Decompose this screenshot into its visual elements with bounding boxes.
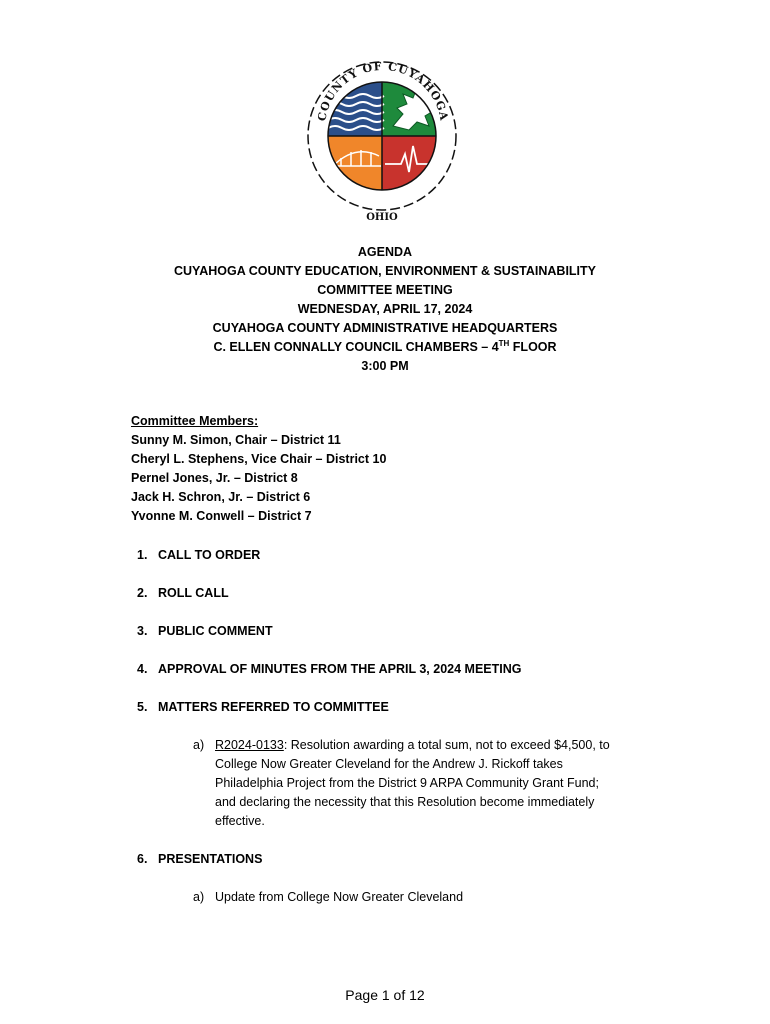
cuyahoga-county-seal [303, 48, 461, 224]
agenda-item-label: CALL TO ORDER [158, 548, 261, 562]
meeting-type: COMMITTEE MEETING [317, 283, 453, 297]
agenda-item-presentations [137, 850, 262, 869]
meeting-room [0, 338, 770, 357]
resolution-link[interactable]: R2024-0133 [215, 738, 284, 752]
presentation-subitem [193, 888, 673, 907]
resolution-text [215, 736, 665, 831]
resolution-subitem [193, 736, 673, 831]
presentation-text: Update from College Now Greater Cleveland [215, 890, 464, 904]
agenda-item-approval-of-minutes [137, 660, 521, 679]
resolution-line: effective. [215, 814, 265, 828]
seal-bottom-text: OHIO [366, 212, 398, 223]
resolution-line: : Resolution awarding a total sum, not to exceed $4,500, to [283, 738, 610, 752]
member-item: Cheryl L. Stephens, Vice Chair – District 10 [131, 452, 387, 466]
meeting-room-floor: FLOOR [509, 340, 557, 354]
page-number: Page 1 of 12 [345, 987, 425, 1003]
subitem-letter: a) [193, 738, 205, 752]
agenda-title: AGENDA [357, 245, 413, 259]
agenda-item-number: 6. [137, 852, 148, 866]
committee-members [131, 412, 386, 526]
agenda-item-roll-call [137, 584, 229, 603]
member-item: Pernel Jones, Jr. – District 8 [131, 471, 298, 485]
agenda-item-label: ROLL CALL [158, 586, 229, 600]
agenda-item-public-comment [137, 622, 273, 641]
agenda-header [0, 243, 770, 376]
meeting-building: CUYAHOGA COUNTY ADMINISTRATIVE HEADQUARTERS [212, 321, 558, 335]
agenda-item-number: 2. [137, 586, 148, 600]
member-item: Sunny M. Simon, Chair – District 11 [131, 433, 341, 447]
subitem-letter: a) [193, 890, 205, 904]
member-item: Jack H. Schron, Jr. – District 6 [131, 490, 311, 504]
agenda-item-call-to-order [137, 546, 260, 565]
meeting-date: WEDNESDAY, APRIL 17, 2024 [297, 302, 473, 316]
member-item: Yvonne M. Conwell – District 7 [131, 509, 312, 523]
agenda-item-number: 4. [137, 662, 148, 676]
agenda-item-number: 1. [137, 548, 148, 562]
agenda-item-label: PUBLIC COMMENT [158, 624, 273, 638]
agenda-item-label: PRESENTATIONS [158, 852, 263, 866]
meeting-room-text: C. ELLEN CONNALLY COUNCIL CHAMBERS – 4 [213, 340, 499, 354]
agenda-item-label: MATTERS REFERRED TO COMMITTEE [158, 700, 389, 714]
agenda-item-label: APPROVAL OF MINUTES FROM THE APRIL 3, 2024 MEETING [158, 662, 522, 676]
agenda-item-matters-referred [137, 698, 389, 717]
resolution-line: and declaring the necessity that this Resolution become immediately [215, 795, 595, 809]
agenda-item-number: 5. [137, 700, 148, 714]
committee-name: CUYAHOGA COUNTY EDUCATION, ENVIRONMENT & SUSTAINABILITY [173, 264, 596, 278]
resolution-line: College Now Greater Cleveland for the Andrew J. Rickoff takes [215, 757, 563, 771]
members-heading: Committee Members: [131, 414, 259, 428]
meeting-room-ordinal: TH [498, 338, 510, 348]
resolution-line: Philadelphia Project from the District 9 ARPA Community Grant Fund; [215, 776, 599, 790]
agenda-item-number: 3. [137, 624, 148, 638]
seal-top-text: COUNTY OF CUYAHOGA [315, 59, 451, 123]
meeting-time: 3:00 PM [361, 359, 409, 373]
